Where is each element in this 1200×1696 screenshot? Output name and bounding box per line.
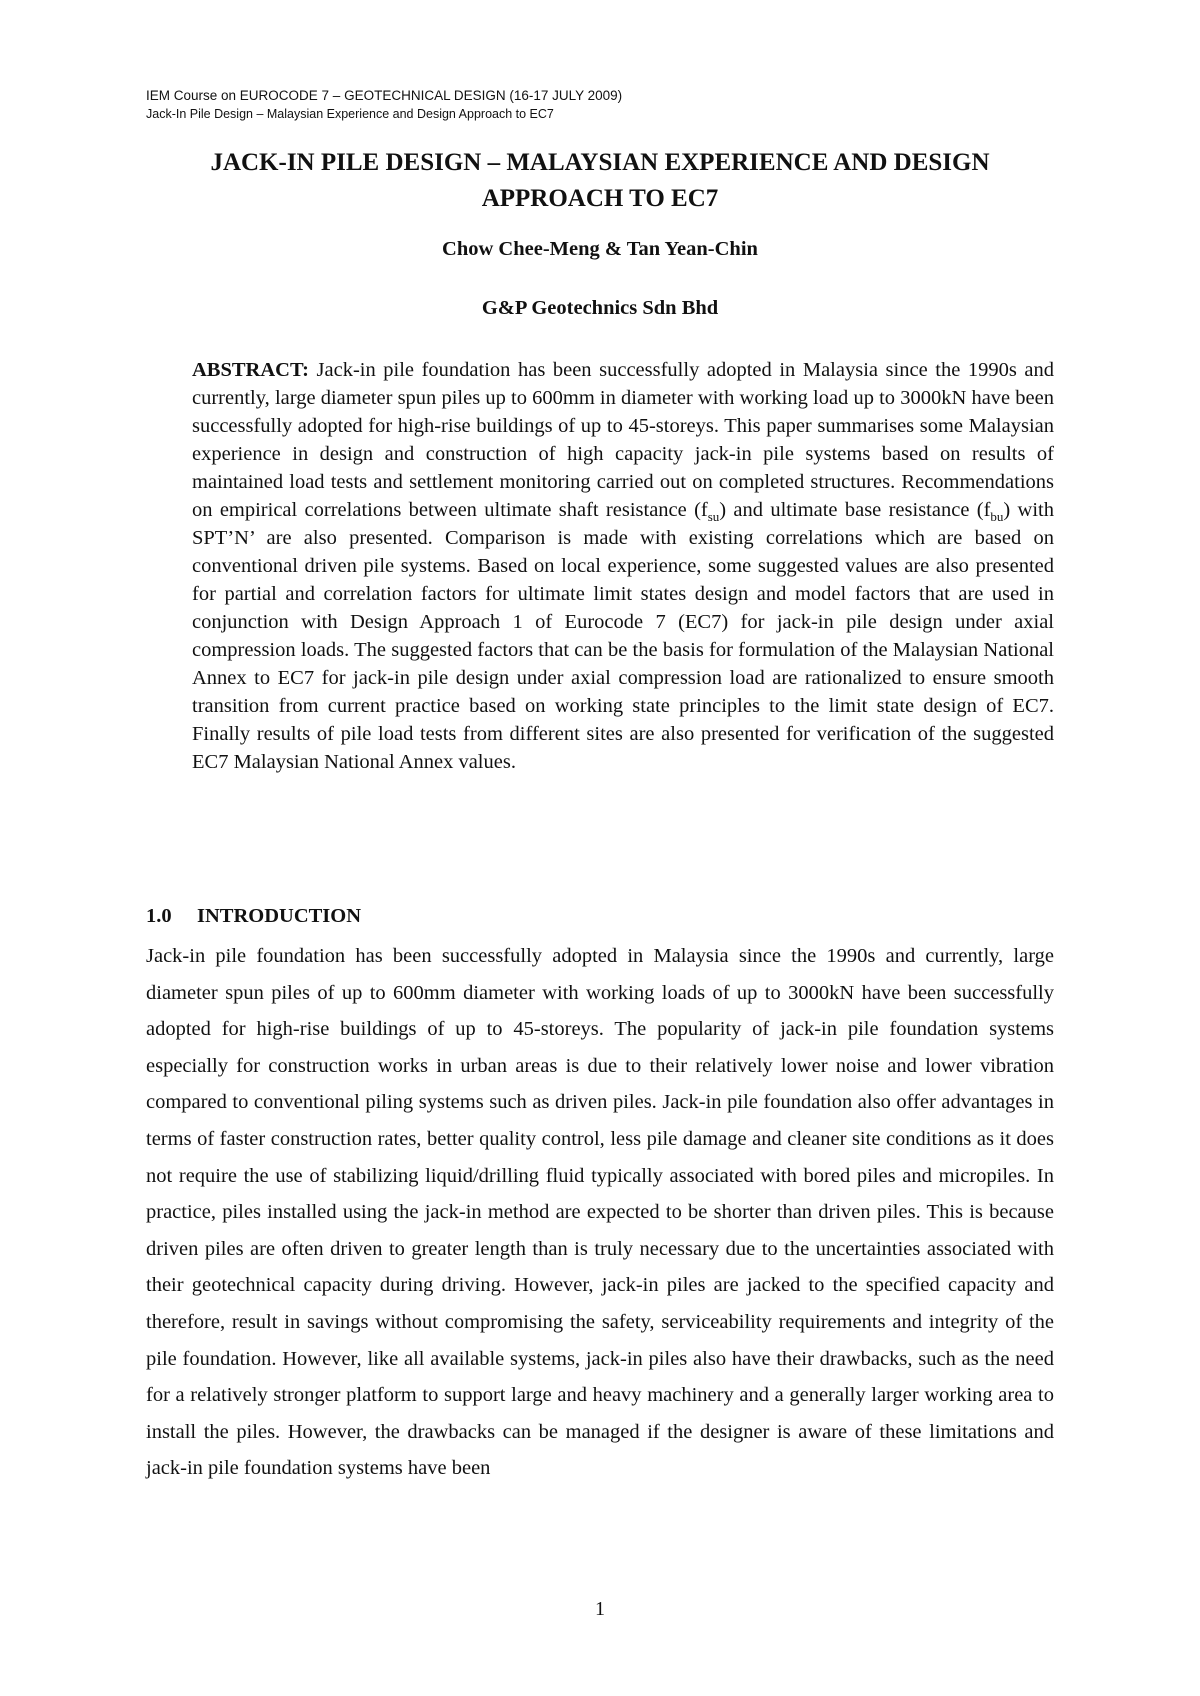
introduction-paragraph: Jack-in pile foundation has been successfully adopted in Malaysia since the 1990s and currently, large diameter spun piles of up to 600mm diameter with working loads of up to 3000kN have been successfully adopted for high-rise buildings of up to 45-storeys. The popularity of jack-in pile foundation systems especially for construction works in urban areas is due to their relatively lower noise and lower vibration compared to conventional piling systems such as driven piles. Jack-in pile foundation also offer advantages in terms of faster construction rates, better quality control, less pile damage and cleaner site conditions as it does not require the use of stabilizing liquid/drilling fluid typically associated with bored piles and micropiles. In practice, piles installed using the jack-in method are expected to be shorter than driven piles. This is because driven piles are often driven to greater length than is truly necessary due to the uncertainties associated with their geotechnical capacity during driving. However, jack-in piles are jacked to the specified capacity and therefore, result in savings without compromising the safety, serviceability requirements and integrity of the pile foundation. However, like all available systems, jack-in piles also have their drawbacks, such as the need for a relatively stronger platform to support large and heavy machinery and a generally larger working area to install the piles. However, the drawbacks can be managed if the designer is aware of these limitations and jack-in pile foundation systems have been: [146, 945, 1054, 1480]
section-number: 1.0: [146, 905, 172, 927]
abstract-label: ABSTRACT:: [192, 359, 309, 381]
authors: Chow Chee-Meng & Tan Yean-Chin: [442, 238, 758, 260]
abstract-text-part-2: ) and ultimate base resistance (f: [719, 499, 991, 521]
abstract: [192, 356, 1054, 776]
abstract-text-part-1: Jack-in pile foundation has been successfully adopted in Malaysia since the 1990s and currently, large diameter spun piles up to 600mm in diameter with working load up to 3000kN have been successfully adopted for high-rise buildings of up to 45-storeys. This paper summarises some Malaysian experience in design and construction of high capacity jack-in pile systems based on results of maintained load tests and settlement monitoring carried out on completed structures. Recommendations on empirical correlations between ultimate shaft resistance (f: [192, 359, 1054, 521]
paper-title-line-1: JACK-IN PILE DESIGN – MALAYSIAN EXPERIENCE AND DESIGN: [210, 149, 990, 176]
abstract-text-part-3: ) with SPT’N’ are also presented. Comparison is made with existing correlations which are based on conventional driven pile systems. Based on local experience, some suggested values are also presented for partial and correlation factors for ultimate limit states design and model factors that are used in conjunction with Design Approach 1 of Eurocode 7 (EC7) for jack-in pile design under axial compression loads. The suggested factors that can be the basis for formulation of the Malaysian National Annex to EC7 for jack-in pile design under axial compression load are rationalized to ensure smooth transition from current practice based on working state principles to the limit state design of EC7. Finally results of pile load tests from different sites are also presented for verification of the suggested EC7 Malaysian National Annex values.: [192, 499, 1054, 773]
abstract-subscript-su: su: [707, 509, 720, 525]
paper-title: [120, 145, 1080, 217]
section-heading-introduction: [146, 903, 361, 929]
abstract-subscript-bu: bu: [990, 509, 1004, 525]
paper-short-title: Jack-In Pile Design – Malaysian Experience and Design Approach to EC7: [146, 107, 554, 121]
affiliation: G&P Geotechnics Sdn Bhd: [481, 297, 719, 319]
paper-title-line-2: APPROACH TO EC7: [481, 185, 719, 212]
running-header: [146, 86, 622, 124]
section-title: INTRODUCTION: [197, 905, 362, 927]
page-number: 1: [595, 1598, 605, 1620]
course-header: IEM Course on EUROCODE 7 – GEOTECHNICAL DESIGN (16-17 JULY 2009): [146, 88, 623, 103]
